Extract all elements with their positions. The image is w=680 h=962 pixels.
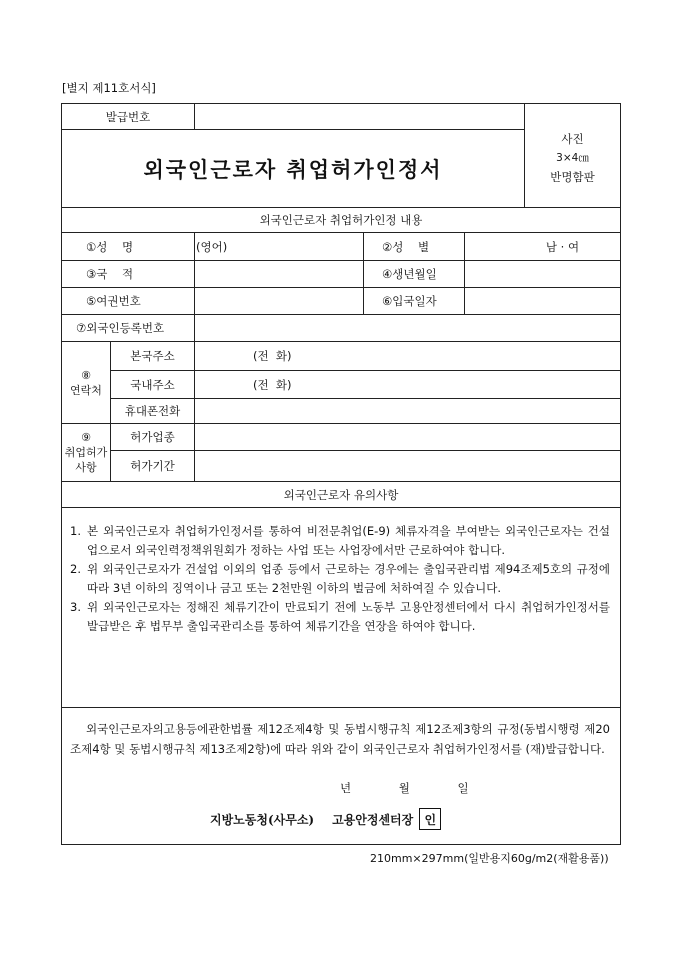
nationality-label: ③국 적 [86, 267, 134, 281]
passport-field[interactable] [195, 288, 363, 314]
note-item [70, 598, 610, 636]
mobile-field[interactable] [195, 399, 620, 423]
home-phone-label: (전 화) [253, 349, 292, 363]
period-label: 허가기간 [130, 459, 175, 473]
year-label: 년 [340, 781, 352, 795]
contact-group-label [62, 342, 110, 423]
form-number-label: [별지 제11호서식] [62, 81, 156, 95]
home-address-field[interactable] [195, 342, 620, 370]
industry-field[interactable] [195, 424, 620, 450]
declaration-text: 외국인근로자의고용등에관한법률 제12조제4항 및 동법시행규칙 제12조제3항의 규정(동법시행령 제20조제4항 및 동법시행규칙 제13조제2항)에 따라 위와 같이 외국인근로자 취업허가인정서를 (재)발급합니다. [70, 722, 610, 756]
domestic-phone-label: (전 화) [253, 377, 292, 392]
note-number: 2. [70, 562, 81, 576]
employment-group-text1: 취업허가 [64, 446, 108, 459]
divider [62, 507, 620, 508]
sex-label: ②성 별 [382, 239, 430, 254]
photo-label: 사진 [561, 131, 584, 146]
birthdate-label: ④생년월일 [382, 267, 437, 281]
photo-size: 3×4㎝ [556, 151, 589, 164]
paper-spec: 210mm×297mm(일반용지60g/m2(재활용품)) [370, 852, 609, 865]
issuer-line [210, 808, 441, 830]
employment-group-num: ⑨ [81, 431, 91, 444]
industry-label: 허가업종 [130, 430, 175, 444]
photo-type: 반명함판 [550, 169, 595, 184]
note-text: 본 외국인근로자 취업허가인정서를 통하여 비전문취업(E-9) 체류자격을 부여받는 외국인근로자는 건설업으로서 외국인력정책위원회가 정하는 사업 또는 사업장에서만 근로하여야 합니다. [87, 524, 610, 557]
issuer-center: 고용안정센터장 [332, 812, 414, 827]
employment-group-text2: 사항 [75, 461, 97, 474]
issue-number-label: 발급번호 [105, 109, 151, 124]
contact-group-num: ⑧ [81, 368, 91, 382]
sex-value[interactable]: 남 · 여 [545, 239, 580, 254]
name-label: ①성 명 [86, 239, 134, 254]
entry-date-field[interactable] [465, 288, 620, 314]
note-text: 위 외국인근로자는 정해진 체류기간이 만료되기 전에 노동부 고용안정센터에서 다시 취업허가인정서를 발급받은 후 법무부 출입국관리소를 통하여 체류기간을 연장을 하여야 합니다. [87, 600, 610, 633]
seal-box[interactable]: 인 [419, 808, 441, 830]
note-number: 1. [70, 524, 81, 538]
employment-group-label [62, 424, 110, 481]
domestic-address-field[interactable] [195, 371, 620, 398]
nationality-field[interactable] [195, 261, 363, 287]
name-value[interactable]: (영어) [196, 239, 228, 254]
note-number: 3. [70, 600, 81, 614]
registration-field[interactable] [195, 315, 620, 341]
entry-date-label: ⑥입국일자 [382, 294, 437, 308]
issue-number-field[interactable] [195, 104, 524, 129]
home-address-label: 본국주소 [130, 349, 175, 363]
birthdate-field[interactable] [465, 261, 620, 287]
mobile-label: 휴대폰전화 [124, 404, 181, 418]
issuer-office: 지방노동청(사무소) [210, 812, 315, 827]
contact-group-text: 연락처 [70, 383, 102, 397]
issue-date [318, 780, 491, 796]
notes-section-title: 외국인근로자 유의사항 [283, 487, 399, 502]
day-label: 일 [457, 781, 469, 795]
month-label: 월 [398, 781, 410, 795]
registration-label: ⑦외국인등록번호 [76, 321, 165, 335]
passport-label: ⑤여권번호 [86, 294, 141, 308]
divider [62, 707, 620, 708]
note-text: 위 외국인근로자가 건설업 이외의 업종 등에서 근로하는 경우에는 출입국관리법 제94조제5호의 규정에 따라 3년 이하의 징역이나 금고 또는 2천만원 이하의 벌금에 처하여질 수 있습니다. [87, 562, 610, 595]
note-item [70, 560, 610, 598]
divider [363, 232, 364, 314]
content-section-title: 외국인근로자 취업허가인정 내용 [259, 213, 423, 227]
notes-list [70, 522, 610, 636]
document-title: 외국인근로자 취업허가인정서 [143, 156, 443, 182]
note-item [70, 522, 610, 560]
domestic-address-label: 국내주소 [130, 377, 175, 392]
photo-area[interactable] [525, 118, 620, 198]
period-field[interactable] [195, 451, 620, 481]
